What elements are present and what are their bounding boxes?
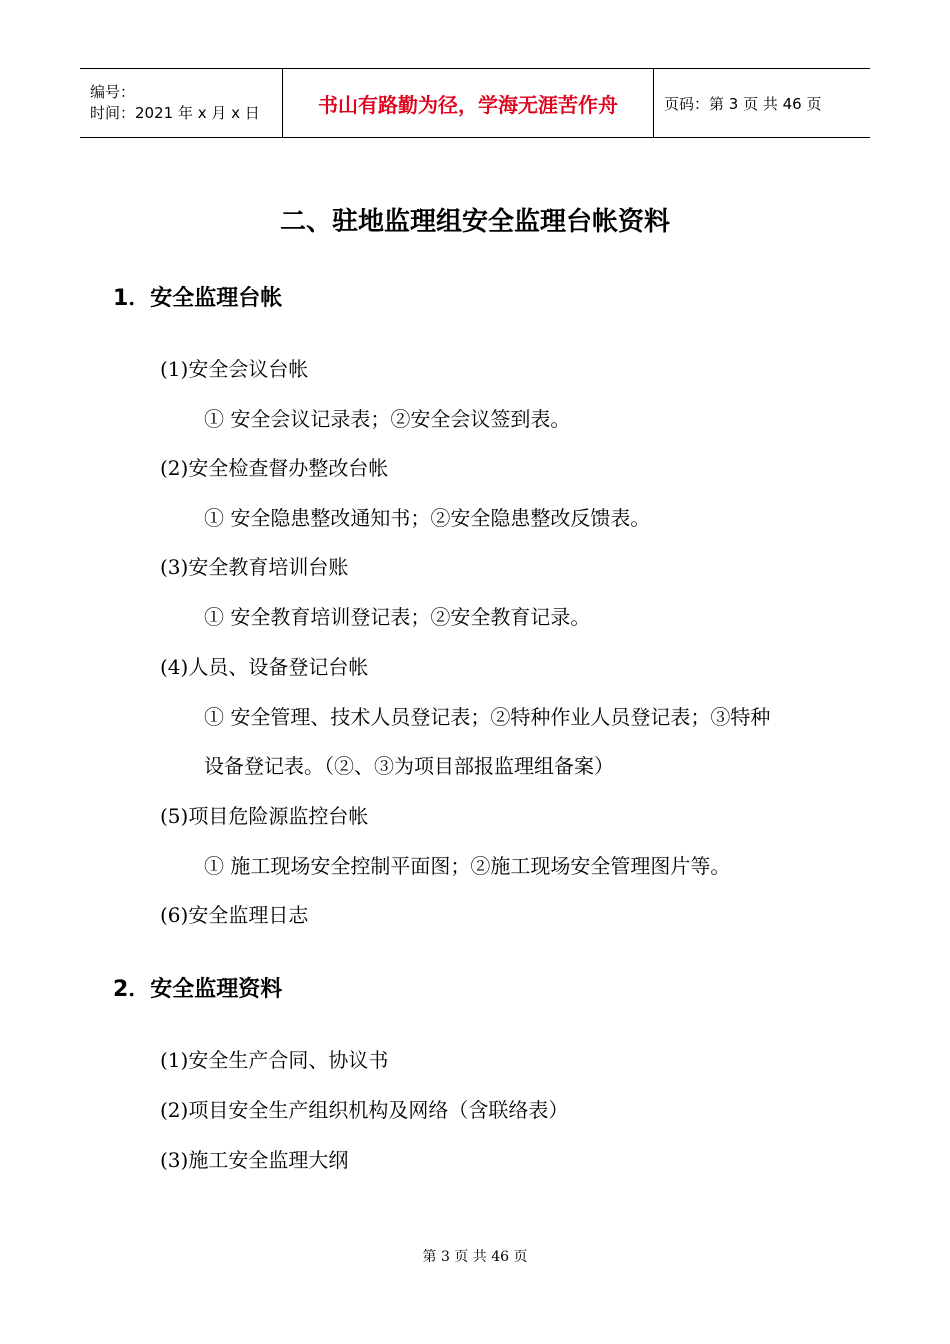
document-title: 二、驻地监理组安全监理台帐资料	[279, 207, 670, 237]
list-item: (1)安全生产合同、协议书	[160, 1048, 389, 1072]
section-heading: 1．安全监理台帐	[113, 286, 283, 311]
header-motto	[282, 69, 654, 137]
number-label: 编号：	[90, 83, 136, 101]
sub-item: ① 安全管理、技术人员登记表；②特种作业人员登记表；③特种	[204, 705, 771, 729]
page-label: 页码：第 3 页 共 46 页	[664, 94, 822, 113]
list-item: (1)安全会议台帐	[160, 357, 309, 381]
list-item: (4)人员、设备登记台帐	[160, 655, 369, 679]
sub-item: ① 安全隐患整改通知书；②安全隐患整改反馈表。	[204, 506, 651, 530]
list-item: (6)安全监理日志	[160, 903, 309, 927]
time-label: 时间：2021 年 x 月 x 日	[90, 104, 260, 122]
page-header	[80, 68, 870, 138]
list-item: (3)施工安全监理大纲	[160, 1148, 349, 1172]
list-item: (2)安全检查督办整改台帐	[160, 456, 389, 480]
header-info	[80, 69, 282, 137]
sub-item: 设备登记表。（②、③为项目部报监理组备案）	[204, 754, 614, 778]
sub-item: ① 施工现场安全控制平面图；②施工现场安全管理图片等。	[204, 854, 731, 878]
motto-text: 书山有路勤为径，学海无涯苦作舟	[318, 92, 618, 117]
list-item: (2)项目安全生产组织机构及网络（含联络表）	[160, 1098, 569, 1122]
page-footer: 第 3 页 共 46 页	[422, 1249, 528, 1265]
sub-item: ① 安全会议记录表；②安全会议签到表。	[204, 407, 571, 431]
list-item: (5)项目危险源监控台帐	[160, 804, 369, 828]
list-item: (3)安全教育培训台账	[160, 555, 349, 579]
sub-item: ① 安全教育培训登记表；②安全教育记录。	[204, 605, 591, 629]
header-page-info	[654, 69, 870, 137]
section-heading: 2．安全监理资料	[113, 977, 283, 1002]
